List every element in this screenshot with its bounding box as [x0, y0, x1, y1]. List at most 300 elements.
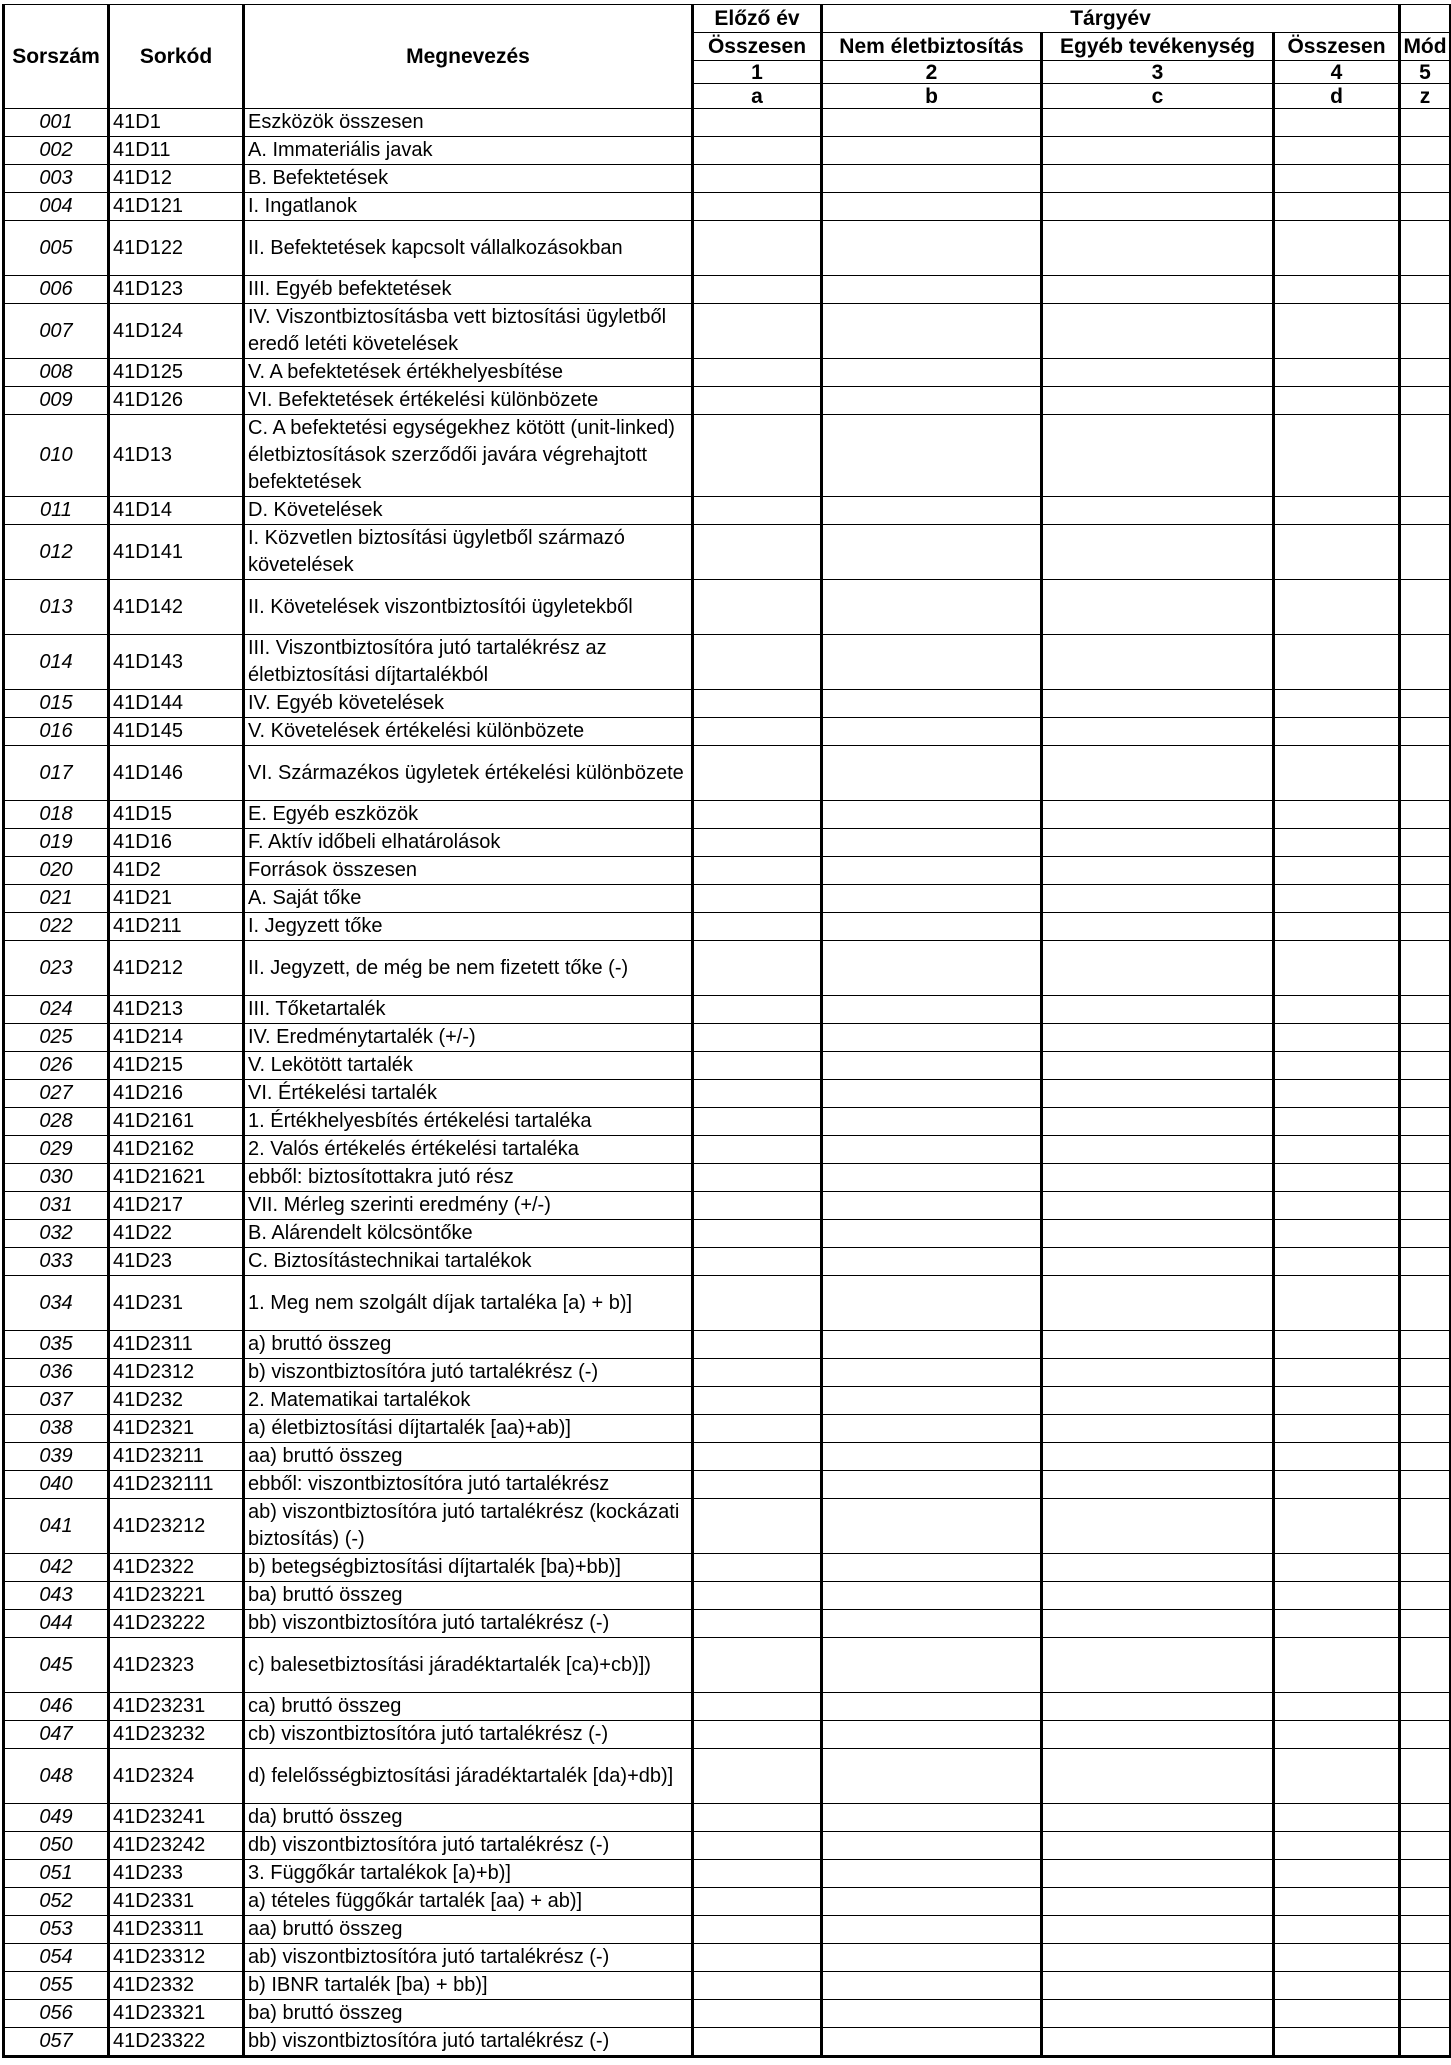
- value-cell-col-4[interactable]: [1274, 913, 1400, 941]
- value-cell-col-5[interactable]: [1400, 109, 1451, 137]
- value-cell-col-2[interactable]: [822, 1024, 1042, 1052]
- value-cell-col-3[interactable]: [1042, 221, 1274, 276]
- value-cell-col-4[interactable]: [1274, 165, 1400, 193]
- value-cell-col-1[interactable]: [693, 2028, 822, 2057]
- value-cell-col-2[interactable]: [822, 193, 1042, 221]
- value-cell-col-4[interactable]: [1274, 1888, 1400, 1916]
- value-cell-col-5[interactable]: [1400, 1693, 1451, 1721]
- row-megnevezes: III. Viszontbiztosítóra jutó tartalékrész az életbiztosítási díjtartalékból: [244, 635, 693, 690]
- value-cell-col-2[interactable]: [822, 996, 1042, 1024]
- value-cell-col-2[interactable]: [822, 1331, 1042, 1359]
- row-sorszam: 056: [4, 2000, 109, 2028]
- value-cell-col-4[interactable]: [1274, 885, 1400, 913]
- value-cell-col-4[interactable]: [1274, 1248, 1400, 1276]
- value-cell-col-4[interactable]: [1274, 746, 1400, 801]
- value-cell-col-2[interactable]: [822, 1136, 1042, 1164]
- value-cell-col-3[interactable]: [1042, 857, 1274, 885]
- value-cell-col-2[interactable]: [822, 1721, 1042, 1749]
- value-cell-col-1[interactable]: [693, 1331, 822, 1359]
- row-megnevezes: a) tételes függőkár tartalék [aa) + ab)]: [244, 1888, 693, 1916]
- value-cell-col-4[interactable]: [1274, 415, 1400, 497]
- value-cell-col-3[interactable]: [1042, 829, 1274, 857]
- value-cell-col-1[interactable]: [693, 635, 822, 690]
- value-cell-col-3[interactable]: [1042, 1331, 1274, 1359]
- value-cell-col-5[interactable]: [1400, 1080, 1451, 1108]
- value-cell-col-4[interactable]: [1274, 221, 1400, 276]
- value-cell-col-4[interactable]: [1274, 801, 1400, 829]
- value-cell-col-1[interactable]: [693, 718, 822, 746]
- value-cell-col-1[interactable]: [693, 1638, 822, 1693]
- value-cell-col-1[interactable]: [693, 359, 822, 387]
- value-cell-col-3[interactable]: [1042, 1721, 1274, 1749]
- value-cell-col-5[interactable]: [1400, 1721, 1451, 1749]
- value-cell-col-3[interactable]: [1042, 690, 1274, 718]
- value-cell-col-1[interactable]: [693, 801, 822, 829]
- value-cell-col-5[interactable]: [1400, 1860, 1451, 1888]
- value-cell-col-1[interactable]: [693, 497, 822, 525]
- value-cell-col-3[interactable]: [1042, 1080, 1274, 1108]
- value-cell-col-4[interactable]: [1274, 1554, 1400, 1582]
- value-cell-col-3[interactable]: [1042, 1554, 1274, 1582]
- value-cell-col-5[interactable]: [1400, 359, 1451, 387]
- value-cell-col-2[interactable]: [822, 525, 1042, 580]
- value-cell-col-4[interactable]: [1274, 2028, 1400, 2057]
- value-cell-col-5[interactable]: [1400, 746, 1451, 801]
- value-cell-col-3[interactable]: [1042, 109, 1274, 137]
- row-sorkod: 41D15: [109, 801, 244, 829]
- value-cell-col-3[interactable]: [1042, 1024, 1274, 1052]
- value-cell-col-1[interactable]: [693, 829, 822, 857]
- value-cell-col-2[interactable]: [822, 1052, 1042, 1080]
- value-cell-col-4[interactable]: [1274, 304, 1400, 359]
- value-cell-col-1[interactable]: [693, 1415, 822, 1443]
- value-cell-col-3[interactable]: [1042, 1220, 1274, 1248]
- value-cell-col-2[interactable]: [822, 1860, 1042, 1888]
- row-sorszam: 014: [4, 635, 109, 690]
- value-cell-col-1[interactable]: [693, 276, 822, 304]
- value-cell-col-1[interactable]: [693, 1387, 822, 1415]
- value-cell-col-2[interactable]: [822, 885, 1042, 913]
- value-cell-col-5[interactable]: [1400, 1499, 1451, 1554]
- value-cell-col-2[interactable]: [822, 1749, 1042, 1804]
- value-cell-col-1[interactable]: [693, 525, 822, 580]
- value-cell-col-4[interactable]: [1274, 857, 1400, 885]
- value-cell-col-1[interactable]: [693, 996, 822, 1024]
- value-cell-col-1[interactable]: [693, 690, 822, 718]
- value-cell-col-1[interactable]: [693, 1721, 822, 1749]
- value-cell-col-5[interactable]: [1400, 1220, 1451, 1248]
- value-cell-col-1[interactable]: [693, 580, 822, 635]
- value-cell-col-5[interactable]: [1400, 857, 1451, 885]
- value-cell-col-2[interactable]: [822, 2000, 1042, 2028]
- value-cell-col-4[interactable]: [1274, 1860, 1400, 1888]
- value-cell-col-3[interactable]: [1042, 913, 1274, 941]
- value-cell-col-2[interactable]: [822, 276, 1042, 304]
- row-megnevezes: II. Jegyzett, de még be nem fizetett tőke (-): [244, 941, 693, 996]
- value-cell-col-4[interactable]: [1274, 1721, 1400, 1749]
- value-cell-col-3[interactable]: [1042, 497, 1274, 525]
- value-cell-col-1[interactable]: [693, 1944, 822, 1972]
- value-cell-col-4[interactable]: [1274, 635, 1400, 690]
- value-cell-col-1[interactable]: [693, 387, 822, 415]
- value-cell-col-4[interactable]: [1274, 690, 1400, 718]
- value-cell-col-1[interactable]: [693, 1192, 822, 1220]
- value-cell-col-1[interactable]: [693, 1220, 822, 1248]
- value-cell-col-3[interactable]: [1042, 1832, 1274, 1860]
- value-cell-col-2[interactable]: [822, 635, 1042, 690]
- value-cell-col-1[interactable]: [693, 1582, 822, 1610]
- value-cell-col-5[interactable]: [1400, 690, 1451, 718]
- value-cell-col-5[interactable]: [1400, 1415, 1451, 1443]
- value-cell-col-1[interactable]: [693, 221, 822, 276]
- value-cell-col-1[interactable]: [693, 1024, 822, 1052]
- value-cell-col-1[interactable]: [693, 1108, 822, 1136]
- value-cell-col-5[interactable]: [1400, 221, 1451, 276]
- value-cell-col-2[interactable]: [822, 1610, 1042, 1638]
- value-cell-col-5[interactable]: [1400, 1136, 1451, 1164]
- value-cell-col-5[interactable]: [1400, 415, 1451, 497]
- value-cell-col-4[interactable]: [1274, 1471, 1400, 1499]
- value-cell-col-2[interactable]: [822, 1443, 1042, 1471]
- value-cell-col-3[interactable]: [1042, 1108, 1274, 1136]
- value-cell-col-3[interactable]: [1042, 387, 1274, 415]
- value-cell-col-2[interactable]: [822, 1582, 1042, 1610]
- value-cell-col-2[interactable]: [822, 1888, 1042, 1916]
- value-cell-col-2[interactable]: [822, 941, 1042, 996]
- value-cell-col-4[interactable]: [1274, 1916, 1400, 1944]
- value-cell-col-4[interactable]: [1274, 1610, 1400, 1638]
- row-sorszam: 003: [4, 165, 109, 193]
- value-cell-col-2[interactable]: [822, 359, 1042, 387]
- value-cell-col-4[interactable]: [1274, 718, 1400, 746]
- value-cell-col-3[interactable]: [1042, 635, 1274, 690]
- value-cell-col-4[interactable]: [1274, 941, 1400, 996]
- value-cell-col-5[interactable]: [1400, 1554, 1451, 1582]
- value-cell-col-3[interactable]: [1042, 1387, 1274, 1415]
- value-cell-col-3[interactable]: [1042, 1359, 1274, 1387]
- value-cell-col-2[interactable]: [822, 387, 1042, 415]
- value-cell-col-3[interactable]: [1042, 1638, 1274, 1693]
- value-cell-col-3[interactable]: [1042, 746, 1274, 801]
- value-cell-col-4[interactable]: [1274, 1387, 1400, 1415]
- value-cell-col-3[interactable]: [1042, 580, 1274, 635]
- value-cell-col-1[interactable]: [693, 193, 822, 221]
- value-cell-col-2[interactable]: [822, 718, 1042, 746]
- value-cell-col-2[interactable]: [822, 137, 1042, 165]
- value-cell-col-4[interactable]: [1274, 1192, 1400, 1220]
- value-cell-col-3[interactable]: [1042, 2000, 1274, 2028]
- value-cell-col-1[interactable]: [693, 1832, 822, 1860]
- value-cell-col-4[interactable]: [1274, 1276, 1400, 1331]
- value-cell-col-5[interactable]: [1400, 1331, 1451, 1359]
- value-cell-col-1[interactable]: [693, 913, 822, 941]
- value-cell-col-2[interactable]: [822, 415, 1042, 497]
- value-cell-col-1[interactable]: [693, 857, 822, 885]
- value-cell-col-3[interactable]: [1042, 801, 1274, 829]
- value-cell-col-3[interactable]: [1042, 276, 1274, 304]
- value-cell-col-1[interactable]: [693, 1443, 822, 1471]
- row-sorkod: 41D231: [109, 1276, 244, 1331]
- value-cell-col-4[interactable]: [1274, 137, 1400, 165]
- row-sorkod: 41D146: [109, 746, 244, 801]
- value-cell-col-2[interactable]: [822, 1108, 1042, 1136]
- value-cell-col-3[interactable]: [1042, 1443, 1274, 1471]
- value-cell-col-2[interactable]: [822, 1359, 1042, 1387]
- value-cell-col-4[interactable]: [1274, 497, 1400, 525]
- value-cell-col-3[interactable]: [1042, 996, 1274, 1024]
- value-cell-col-4[interactable]: [1274, 829, 1400, 857]
- value-cell-col-2[interactable]: [822, 1972, 1042, 2000]
- value-cell-col-4[interactable]: [1274, 1359, 1400, 1387]
- value-cell-col-3[interactable]: [1042, 885, 1274, 913]
- value-cell-col-2[interactable]: [822, 1804, 1042, 1832]
- value-cell-col-4[interactable]: [1274, 1080, 1400, 1108]
- value-cell-col-5[interactable]: [1400, 1916, 1451, 1944]
- value-cell-col-3[interactable]: [1042, 1610, 1274, 1638]
- value-cell-col-2[interactable]: [822, 1944, 1042, 1972]
- value-cell-col-4[interactable]: [1274, 387, 1400, 415]
- value-cell-col-1[interactable]: [693, 1052, 822, 1080]
- value-cell-col-3[interactable]: [1042, 1276, 1274, 1331]
- value-cell-col-1[interactable]: [693, 415, 822, 497]
- value-cell-col-5[interactable]: [1400, 718, 1451, 746]
- value-cell-col-3[interactable]: [1042, 1804, 1274, 1832]
- value-cell-col-2[interactable]: [822, 1554, 1042, 1582]
- value-cell-col-4[interactable]: [1274, 1220, 1400, 1248]
- value-cell-col-1[interactable]: [693, 1471, 822, 1499]
- value-cell-col-5[interactable]: [1400, 1192, 1451, 1220]
- value-cell-col-4[interactable]: [1274, 1052, 1400, 1080]
- value-cell-col-2[interactable]: [822, 1638, 1042, 1693]
- value-cell-col-4[interactable]: [1274, 1443, 1400, 1471]
- value-cell-col-1[interactable]: [693, 1749, 822, 1804]
- value-cell-col-5[interactable]: [1400, 1749, 1451, 1804]
- value-cell-col-5[interactable]: [1400, 2028, 1451, 2057]
- value-cell-col-3[interactable]: [1042, 1499, 1274, 1554]
- value-cell-col-3[interactable]: [1042, 304, 1274, 359]
- value-cell-col-5[interactable]: [1400, 801, 1451, 829]
- value-cell-col-3[interactable]: [1042, 359, 1274, 387]
- value-cell-col-1[interactable]: [693, 1860, 822, 1888]
- value-cell-col-1[interactable]: [693, 1610, 822, 1638]
- value-cell-col-5[interactable]: [1400, 1024, 1451, 1052]
- value-cell-col-3[interactable]: [1042, 1248, 1274, 1276]
- value-cell-col-5[interactable]: [1400, 1248, 1451, 1276]
- value-cell-col-3[interactable]: [1042, 1888, 1274, 1916]
- value-cell-col-3[interactable]: [1042, 941, 1274, 996]
- value-cell-col-4[interactable]: [1274, 996, 1400, 1024]
- value-cell-col-2[interactable]: [822, 221, 1042, 276]
- value-cell-col-4[interactable]: [1274, 1749, 1400, 1804]
- value-cell-col-2[interactable]: [822, 1471, 1042, 1499]
- value-cell-col-5[interactable]: [1400, 1610, 1451, 1638]
- value-cell-col-4[interactable]: [1274, 359, 1400, 387]
- value-cell-col-3[interactable]: [1042, 1693, 1274, 1721]
- value-cell-col-5[interactable]: [1400, 1888, 1451, 1916]
- value-cell-col-2[interactable]: [822, 801, 1042, 829]
- value-cell-col-5[interactable]: [1400, 580, 1451, 635]
- value-cell-col-4[interactable]: [1274, 1972, 1400, 2000]
- value-cell-col-1[interactable]: [693, 1499, 822, 1554]
- value-cell-col-2[interactable]: [822, 497, 1042, 525]
- value-cell-col-4[interactable]: [1274, 1136, 1400, 1164]
- value-cell-col-4[interactable]: [1274, 1582, 1400, 1610]
- value-cell-col-3[interactable]: [1042, 1052, 1274, 1080]
- value-cell-col-5[interactable]: [1400, 165, 1451, 193]
- value-cell-col-5[interactable]: [1400, 1108, 1451, 1136]
- value-cell-col-4[interactable]: [1274, 1804, 1400, 1832]
- value-cell-col-5[interactable]: [1400, 996, 1451, 1024]
- value-cell-col-1[interactable]: [693, 2000, 822, 2028]
- value-cell-col-1[interactable]: [693, 109, 822, 137]
- value-cell-col-1[interactable]: [693, 1972, 822, 2000]
- value-cell-col-2[interactable]: [822, 1415, 1042, 1443]
- header-column-title-2: Nem életbiztosítás: [822, 33, 1042, 61]
- value-cell-col-1[interactable]: [693, 1248, 822, 1276]
- value-cell-col-1[interactable]: [693, 1276, 822, 1331]
- value-cell-col-5[interactable]: [1400, 635, 1451, 690]
- value-cell-col-2[interactable]: [822, 1248, 1042, 1276]
- value-cell-col-5[interactable]: [1400, 137, 1451, 165]
- value-cell-col-4[interactable]: [1274, 1331, 1400, 1359]
- value-cell-col-2[interactable]: [822, 1832, 1042, 1860]
- value-cell-col-2[interactable]: [822, 1916, 1042, 1944]
- value-cell-col-3[interactable]: [1042, 1916, 1274, 1944]
- value-cell-col-1[interactable]: [693, 1359, 822, 1387]
- value-cell-col-5[interactable]: [1400, 525, 1451, 580]
- value-cell-col-3[interactable]: [1042, 2028, 1274, 2057]
- value-cell-col-5[interactable]: [1400, 276, 1451, 304]
- row-sorszam: 012: [4, 525, 109, 580]
- value-cell-col-3[interactable]: [1042, 1136, 1274, 1164]
- value-cell-col-1[interactable]: [693, 1916, 822, 1944]
- value-cell-col-2[interactable]: [822, 580, 1042, 635]
- value-cell-col-5[interactable]: [1400, 1164, 1451, 1192]
- value-cell-col-5[interactable]: [1400, 1582, 1451, 1610]
- value-cell-col-5[interactable]: [1400, 1443, 1451, 1471]
- header-column-number-1: 1: [693, 61, 822, 84]
- value-cell-col-1[interactable]: [693, 1804, 822, 1832]
- value-cell-col-2[interactable]: [822, 1693, 1042, 1721]
- value-cell-col-2[interactable]: [822, 304, 1042, 359]
- value-cell-col-4[interactable]: [1274, 1944, 1400, 1972]
- value-cell-col-3[interactable]: [1042, 1471, 1274, 1499]
- value-cell-col-5[interactable]: [1400, 1359, 1451, 1387]
- value-cell-col-4[interactable]: [1274, 1024, 1400, 1052]
- value-cell-col-2[interactable]: [822, 109, 1042, 137]
- value-cell-col-3[interactable]: [1042, 193, 1274, 221]
- value-cell-col-2[interactable]: [822, 1220, 1042, 1248]
- row-sorkod: 41D2324: [109, 1749, 244, 1804]
- value-cell-col-2[interactable]: [822, 1080, 1042, 1108]
- value-cell-col-1[interactable]: [693, 1888, 822, 1916]
- value-cell-col-5[interactable]: [1400, 913, 1451, 941]
- value-cell-col-4[interactable]: [1274, 525, 1400, 580]
- value-cell-col-4[interactable]: [1274, 109, 1400, 137]
- value-cell-col-2[interactable]: [822, 1164, 1042, 1192]
- value-cell-col-1[interactable]: [693, 1164, 822, 1192]
- value-cell-col-2[interactable]: [822, 857, 1042, 885]
- value-cell-col-4[interactable]: [1274, 2000, 1400, 2028]
- value-cell-col-5[interactable]: [1400, 1972, 1451, 2000]
- value-cell-col-5[interactable]: [1400, 2000, 1451, 2028]
- value-cell-col-4[interactable]: [1274, 1164, 1400, 1192]
- value-cell-col-3[interactable]: [1042, 415, 1274, 497]
- value-cell-col-5[interactable]: [1400, 304, 1451, 359]
- value-cell-col-1[interactable]: [693, 941, 822, 996]
- value-cell-col-2[interactable]: [822, 1387, 1042, 1415]
- value-cell-col-5[interactable]: [1400, 387, 1451, 415]
- value-cell-col-1[interactable]: [693, 1554, 822, 1582]
- value-cell-col-5[interactable]: [1400, 1638, 1451, 1693]
- value-cell-col-3[interactable]: [1042, 525, 1274, 580]
- value-cell-col-5[interactable]: [1400, 1944, 1451, 1972]
- value-cell-col-3[interactable]: [1042, 1582, 1274, 1610]
- value-cell-col-5[interactable]: [1400, 497, 1451, 525]
- value-cell-col-5[interactable]: [1400, 1804, 1451, 1832]
- value-cell-col-1[interactable]: [693, 885, 822, 913]
- value-cell-col-5[interactable]: [1400, 1276, 1451, 1331]
- value-cell-col-5[interactable]: [1400, 885, 1451, 913]
- value-cell-col-3[interactable]: [1042, 1192, 1274, 1220]
- value-cell-col-3[interactable]: [1042, 1860, 1274, 1888]
- value-cell-col-2[interactable]: [822, 829, 1042, 857]
- value-cell-col-3[interactable]: [1042, 1972, 1274, 2000]
- value-cell-col-4[interactable]: [1274, 1638, 1400, 1693]
- value-cell-col-1[interactable]: [693, 137, 822, 165]
- table-row: [4, 415, 1451, 497]
- value-cell-col-2[interactable]: [822, 746, 1042, 801]
- value-cell-col-3[interactable]: [1042, 1415, 1274, 1443]
- value-cell-col-3[interactable]: [1042, 718, 1274, 746]
- value-cell-col-3[interactable]: [1042, 165, 1274, 193]
- value-cell-col-2[interactable]: [822, 2028, 1042, 2057]
- value-cell-col-5[interactable]: [1400, 1832, 1451, 1860]
- row-sorkod: 41D23241: [109, 1804, 244, 1832]
- value-cell-col-1[interactable]: [693, 1080, 822, 1108]
- value-cell-col-3[interactable]: [1042, 1749, 1274, 1804]
- value-cell-col-1[interactable]: [693, 165, 822, 193]
- value-cell-col-3[interactable]: [1042, 1944, 1274, 1972]
- value-cell-col-1[interactable]: [693, 304, 822, 359]
- value-cell-col-2[interactable]: [822, 690, 1042, 718]
- value-cell-col-4[interactable]: [1274, 1499, 1400, 1554]
- value-cell-col-2[interactable]: [822, 1499, 1042, 1554]
- value-cell-col-5[interactable]: [1400, 193, 1451, 221]
- value-cell-col-4[interactable]: [1274, 193, 1400, 221]
- value-cell-col-1[interactable]: [693, 1136, 822, 1164]
- value-cell-col-1[interactable]: [693, 1693, 822, 1721]
- value-cell-col-2[interactable]: [822, 165, 1042, 193]
- value-cell-col-5[interactable]: [1400, 941, 1451, 996]
- value-cell-col-4[interactable]: [1274, 1108, 1400, 1136]
- value-cell-col-3[interactable]: [1042, 1164, 1274, 1192]
- value-cell-col-4[interactable]: [1274, 1832, 1400, 1860]
- value-cell-col-1[interactable]: [693, 746, 822, 801]
- value-cell-col-4[interactable]: [1274, 1693, 1400, 1721]
- value-cell-col-2[interactable]: [822, 913, 1042, 941]
- value-cell-col-4[interactable]: [1274, 580, 1400, 635]
- value-cell-col-5[interactable]: [1400, 1052, 1451, 1080]
- value-cell-col-2[interactable]: [822, 1276, 1042, 1331]
- value-cell-col-5[interactable]: [1400, 829, 1451, 857]
- value-cell-col-4[interactable]: [1274, 1415, 1400, 1443]
- value-cell-col-3[interactable]: [1042, 137, 1274, 165]
- value-cell-col-2[interactable]: [822, 1192, 1042, 1220]
- value-cell-col-4[interactable]: [1274, 276, 1400, 304]
- value-cell-col-5[interactable]: [1400, 1387, 1451, 1415]
- value-cell-col-5[interactable]: [1400, 1471, 1451, 1499]
